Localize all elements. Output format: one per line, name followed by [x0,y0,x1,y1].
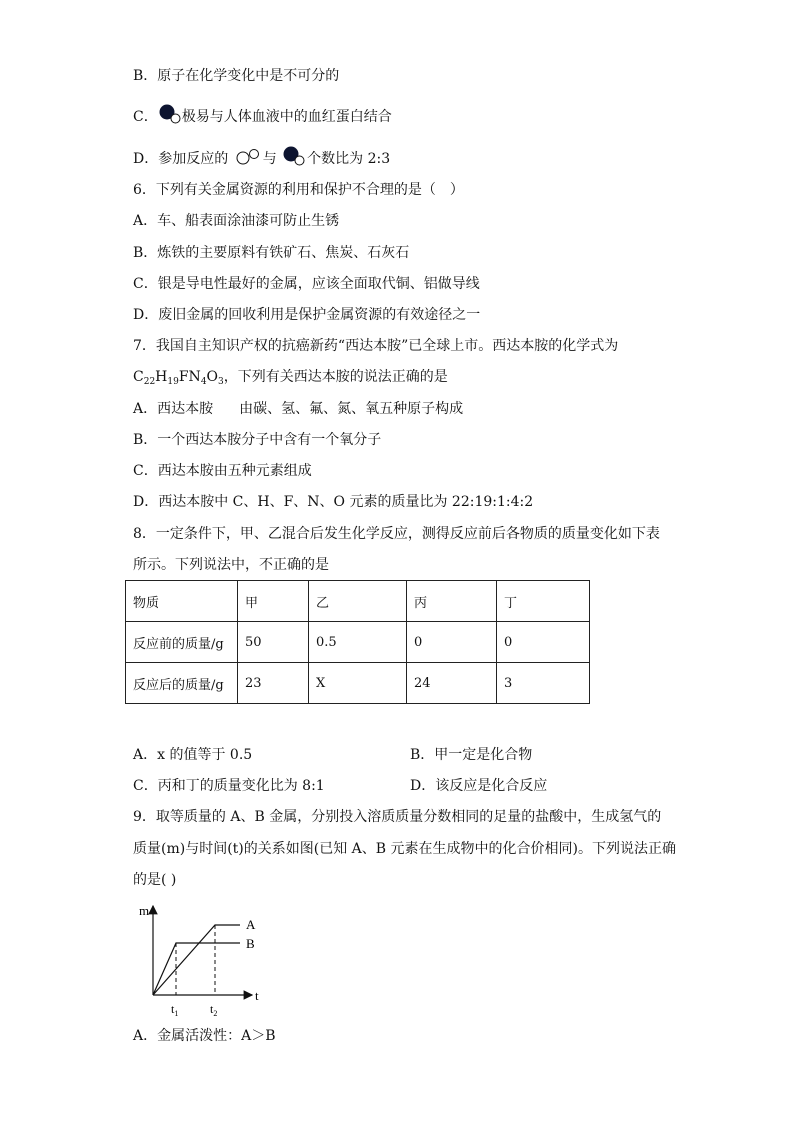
formula-c-count: 22 [143,377,156,387]
q8-option-c: C．丙和丁的质量变化比为 8:1 [133,778,325,794]
q9-option-a: A．金属活泼性：A＞B [133,1028,276,1044]
q5-option-c-text: 极易与人体血液中的血红蛋白结合 [181,109,392,125]
q8-option-a: A．x 的值等于 0.5 [133,747,253,763]
table-cell: 50 [238,622,309,663]
formula-o: O [206,369,219,385]
table-cell: 23 [238,663,309,704]
formula-n-count: 4 [200,377,207,387]
q5-option-d [133,145,390,168]
table-row [126,622,590,663]
o2-molecule-icon [233,147,263,167]
q7-formula-suffix: ，下列有关西达本胺的说法正确的是 [223,369,448,385]
formula-h: H [155,369,168,385]
series-a-label: A [246,917,256,932]
table-header-row [126,581,590,622]
table-cell: 3 [497,663,590,704]
q5-option-c-prefix: C． [133,109,158,125]
q7-stem: 7．我国自主知识产权的抗癌新药“西达本胺”已全球上市。西达本胺的化学式为 [133,338,619,354]
series-b-label: B [246,936,255,951]
q8-stem-line1: 8．一定条件下，甲、乙混合后发生化学反应，测得反应前后各物质的质量变化如下表 [133,526,660,542]
q7-option-d: D．西达本胺中 C、H、F、N、O 元素的质量比为 22:19:1:4:2 [133,494,534,510]
q5-option-d-mid: 与 [262,151,277,167]
q9-mass-time-graph [130,896,280,1020]
q5-option-b: B．原子在化学变化中是不可分的 [133,68,340,84]
table-row [126,663,590,704]
x-axis-label: t [255,988,259,1003]
q9-stem-line3: 的是( ) [133,872,177,888]
q7-option-b: B．一个西达本胺分子中含有一个氧分子 [133,432,382,448]
table-cell: 0 [407,622,497,663]
table-cell: 0 [497,622,590,663]
series-b-line [153,943,240,995]
formula-fn: FN [178,369,201,385]
q7-option-a-part2: 由碳、氢、氟、氮、氧五种原子构成 [239,401,464,417]
table-header-cell: 乙 [309,581,407,622]
formula-c: C [133,369,144,385]
series-a-line [153,925,240,995]
table-cell: 24 [407,663,497,704]
q7-option-a-part1: A．西达本胺 [133,401,214,417]
q8-option-b: B．甲一定是化合物 [410,747,533,763]
q9-stem-line2: 质量(m)与时间(t)的关系如图(已知 A、B 元素在生成物中的化合价相同)。下列说法正确 [133,841,676,857]
q6-option-a: A．车、船表面涂油漆可防止生锈 [133,213,340,229]
q5-option-d-prefix: D．参加反应的 [133,151,229,167]
q5-option-c [133,103,392,126]
co-molecule-icon [158,103,182,125]
q6-option-b: B．炼铁的主要原料有铁矿石、焦炭、石灰石 [133,245,410,261]
formula-h-count: 19 [167,377,179,387]
q7-option-c: C．西达本胺由五种元素组成 [133,463,312,479]
formula-o-count: 3 [218,377,224,387]
table-cell: 反应后的质量/g [126,663,238,704]
q6-stem: 6．下列有关金属资源的利用和保护不合理的是（ ） [133,182,464,198]
q6-option-c: C．银是导电性最好的金属，应该全面取代铜、铝做导线 [133,276,480,292]
q9-stem-line1: 9．取等质量的 A、B 金属，分别投入溶质质量分数相同的足量的盐酸中，生成氢气的 [133,809,662,825]
q6-option-d: D．废旧金属的回收利用是保护金属资源的有效途径之一 [133,307,481,323]
t1-label: $t_1$ [171,1002,179,1018]
table-header-cell: 丙 [407,581,497,622]
q5-option-d-suffix: 个数比为 2:3 [307,151,391,167]
table-cell: X [309,663,407,704]
co-molecule-icon [281,145,307,167]
q8-mass-table [125,580,590,704]
table-header-cell: 甲 [238,581,309,622]
table-header-cell: 物质 [126,581,238,622]
q7-formula-line [133,368,448,391]
y-axis-label: m [139,903,150,918]
q7-option-a [133,400,463,418]
table-cell: 反应前的质量/g [126,622,238,663]
t2-label: $t_2$ [210,1002,218,1018]
q8-stem-line2: 所示。下列说法中，不正确的是 [133,557,329,573]
table-cell: 0.5 [309,622,407,663]
q8-option-d: D．该反应是化合反应 [410,778,548,794]
table-header-cell: 丁 [497,581,590,622]
